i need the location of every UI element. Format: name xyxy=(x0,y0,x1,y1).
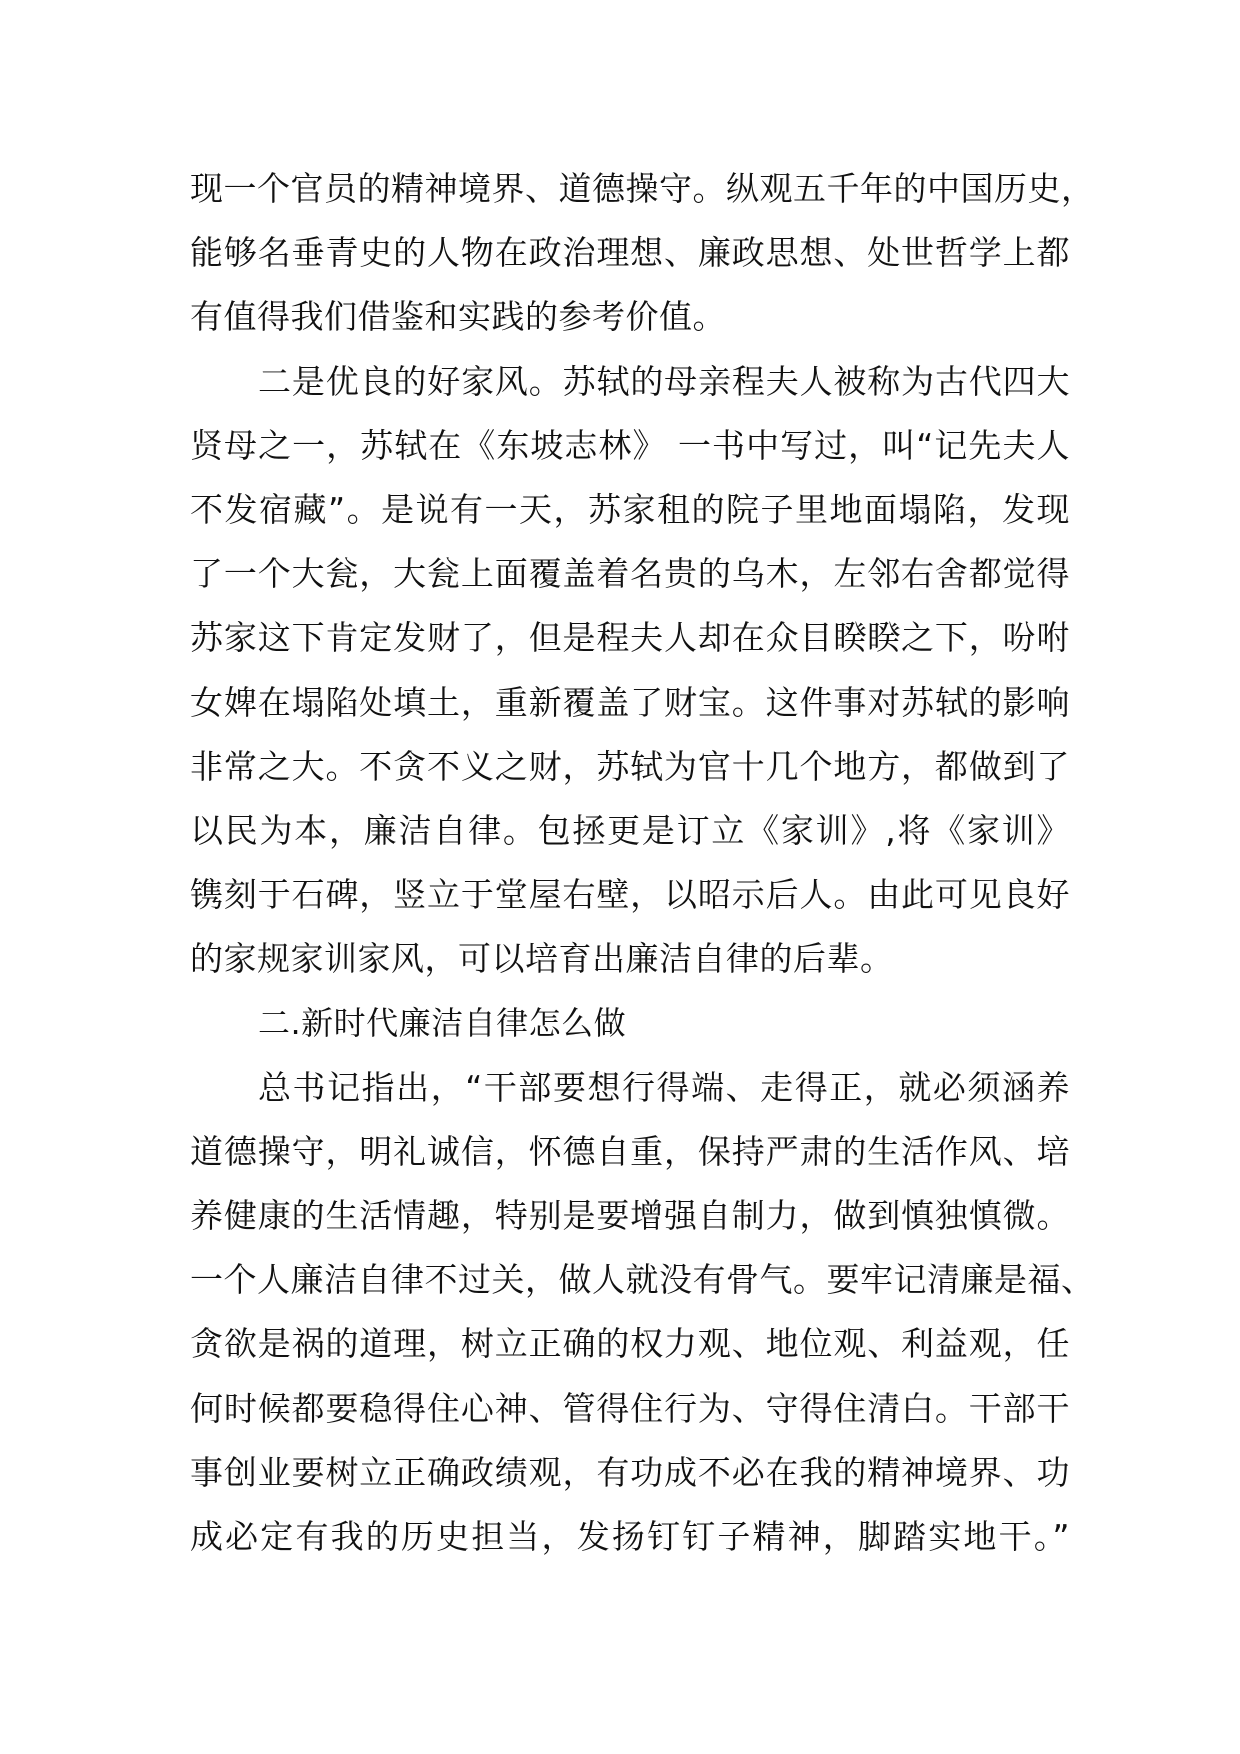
text-line: 成必定有我的历史担当，发扬钉钉子精神，脚踏实地干。” xyxy=(190,1516,1070,1556)
body-text xyxy=(190,157,1095,1569)
text-line: 镌刻于石碑，竖立于堂屋右壁，以昭示后人。由此可见良好 xyxy=(190,875,1070,915)
section-heading xyxy=(190,991,1070,1055)
text-line: 现一个官员的精神境界、道德操守。纵观五千年的中国历史， xyxy=(190,169,1095,208)
text-line: 非常之大。不贪不义之财，苏轼为官十几个地方，都做到了 xyxy=(190,746,1070,786)
text-line: 苏家这下肯定发财了，但是程夫人却在众目睽睽之下，吩咐 xyxy=(190,618,1070,658)
text-line: 的家规家训家风，可以培育出廉洁自律的后辈。 xyxy=(190,939,894,979)
text-line: 贤母之一，苏轼在《东坡志林》 一书中写过，叫“记先夫人 xyxy=(190,425,1070,465)
text-line: 总书记指出，“干部要想行得端、走得正，就必须涵养 xyxy=(258,1067,1070,1107)
text-line: 能够名垂青史的人物在政治理想、廉政思想、处世哲学上都 xyxy=(190,233,1070,273)
text-line: 一个人廉洁自律不过关，做人就没有骨气。要牢记清廉是福、 xyxy=(190,1260,1095,1300)
text-line: 不发宿藏”。是说有一天，苏家租的院子里地面塌陷，发现 xyxy=(190,489,1070,529)
text-line: 以民为本，廉洁自律。包拯更是订立《家训》,将《家训》 xyxy=(190,810,1070,850)
text-line: 贪欲是祸的道理，树立正确的权力观、地位观、利益观，任 xyxy=(190,1324,1070,1364)
paragraph-quote xyxy=(190,1056,1095,1570)
text-line: 事创业要树立正确政绩观，有功成不必在我的精神境界、功 xyxy=(190,1452,1070,1492)
text-line: 了一个大瓮，大瓮上面覆盖着名贵的乌木，左邻右舍都觉得 xyxy=(190,554,1070,594)
text-line: 有值得我们借鉴和实践的参考价值。 xyxy=(190,297,726,337)
section-heading-text: 二.新时代廉洁自律怎么做 xyxy=(258,1004,627,1043)
paragraph-good-family-style xyxy=(190,350,1070,992)
paragraph-continuation xyxy=(190,157,1095,350)
text-line: 道德操守，明礼诚信，怀德自重，保持严肃的生活作风、培 xyxy=(190,1131,1070,1171)
text-line: 养健康的生活情趣，特别是要增强自制力，做到慎独慎微。 xyxy=(190,1196,1070,1235)
text-line: 女婢在塌陷处填土，重新覆盖了财宝。这件事对苏轼的影响 xyxy=(190,682,1070,722)
text-line: 二是优良的好家风。苏轼的母亲程夫人被称为古代四大 xyxy=(258,361,1070,401)
text-line: 何时候都要稳得住心神、管得住行为、守得住清白。干部干 xyxy=(190,1388,1070,1428)
